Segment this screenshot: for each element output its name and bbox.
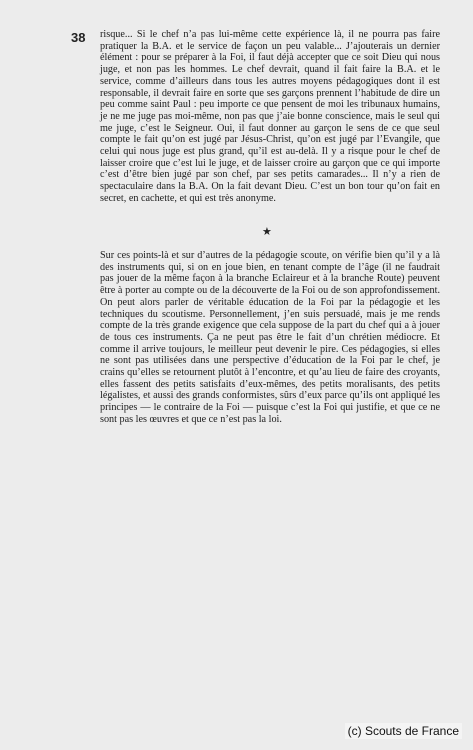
paragraph-1: risque... Si le chef n’a pas lui-même cette expérience là, il ne pourra pas faire pratiquer la B.A. et le service de façon un peu valable... J’ajouterais un dernier élément : pour se préparer à la Foi, il faut déjà accepter que ce soit Dieu qui nous juge, et non pas les hommes. Le chef devrait, quand il fait faire la B.A. et le service, comme d’ailleurs dans tous les autres moyens pédagogiques dont il est responsable, il devrait faire en sorte que ses garçons prennent l’habitude de dire un peu comme saint Paul : peu importe ce que pensent de moi les tribunaux humains, je ne me juge pas moi-même, non pas que j’aie bonne conscience, mais le seul qui me juge, c’est le Seigneur. Oui, il faut donner au garçon le sens de ce que seul compte le fait qu’on est jugé par Jésus-Christ, qu’on est jugé par l’Evangile, que celui qui nous juge est plus grand, qu’il est au-delà. Il y a risque pour le chef de laisser croire que c’est lui le juge, et de laisser croire au garçon que ce qui importe c’est d’être bien jugé par son chef, par ses petits camarades... Il n’y a rien de spectaculaire dans la B.A. On la fait devant Dieu. C’est un bon tour qu’on fait en secret, en cachette, et qui est très anonyme.: [100, 29, 440, 204]
star-separator: ★: [262, 226, 272, 238]
page-number: 38: [71, 30, 86, 45]
paragraph-2: Sur ces points-là et sur d’autres de la pédagogie scoute, on vérifie bien qu’il y a là des instruments qui, si on en joue bien, en tenant compte de l’âge (il ne faudrait pas jouer de la même façon à la branche Eclaireur et à la branche Route) peuvent être à porter au compte ou de la découverte de la Foi ou de son approfondissement. On peut alors parler de véritable éducation de la Foi par la pédagogie et les techniques du scoutisme. Personnellement, j’en suis persuadé, mais je me rends compte de la très grande exigence que cela suppose de la part du chef qui a à jouer de tous ces instruments. Ça ne peut pas être le fait d’un chrétien médiocre. Et comme il arrive toujours, le meilleur peut devenir le pire. Ces pédagogies, si elles ne sont pas utilisées dans une perspective d’éducation de la Foi par le chef, je crains qu’elles se retournent plutôt à l’encontre, et qu’au lieu de faire des croyants, elles fassent des petits satisfaits d’eux-mêmes, des petits moralisants, des petits légalistes, et aussi des grands conformistes, sûrs d’eux parce qu’ils ont appliqué les principes — le contraire de la Foi — puisque c’est la Foi qui justifie, et que ce ne sont pas les œuvres et que ce n’est pas la loi.: [100, 250, 440, 425]
copyright-watermark: (c) Scouts de France: [345, 723, 462, 739]
